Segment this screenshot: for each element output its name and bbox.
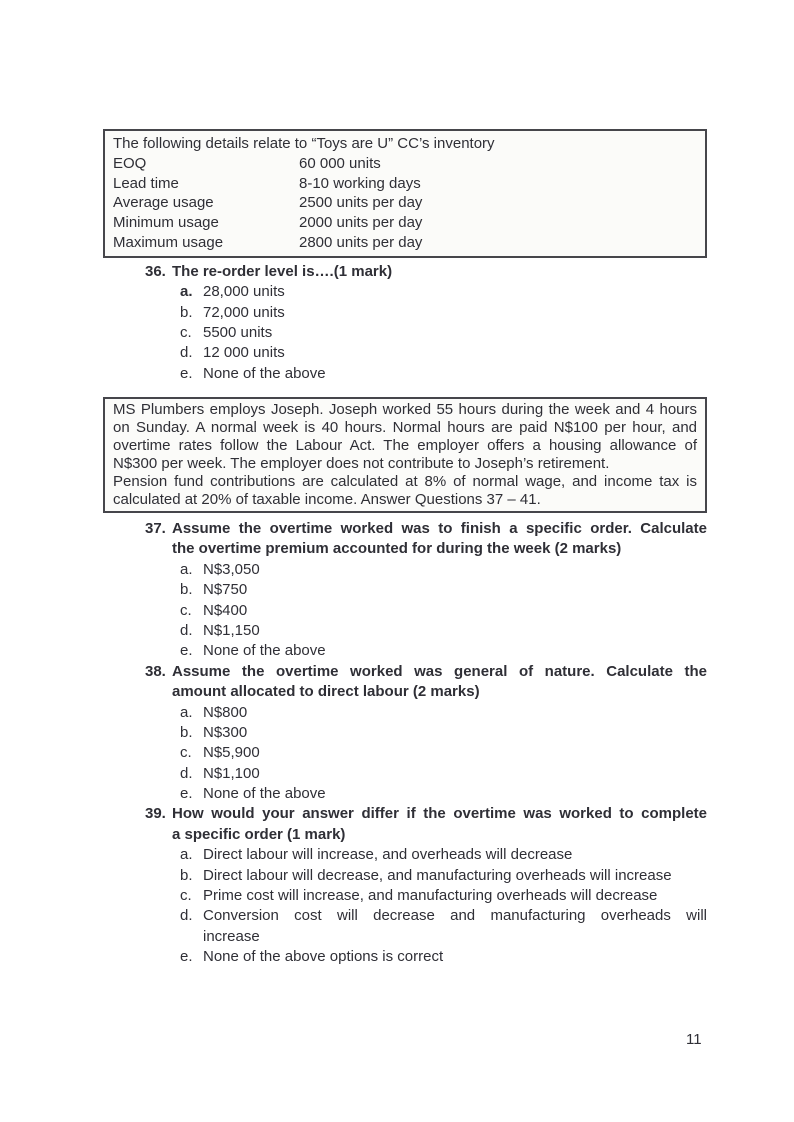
heading-line: a specific order (1 mark) xyxy=(172,825,346,843)
option-c xyxy=(180,601,707,621)
question-text xyxy=(172,662,707,703)
option-d xyxy=(180,764,707,784)
option-text xyxy=(203,906,707,947)
option-letter: b. xyxy=(180,581,193,599)
option-text: N$3,050 xyxy=(203,561,260,579)
option-letter: c. xyxy=(180,323,192,341)
question-38-heading xyxy=(145,662,707,703)
question-37 xyxy=(145,519,707,662)
option-a xyxy=(180,282,707,302)
heading-line: Assume the overtime worked was general of nature. Calculate the xyxy=(172,662,707,680)
question-39-options xyxy=(180,845,707,967)
inventory-value: 2800 units per day xyxy=(299,233,423,251)
inventory-row xyxy=(113,213,697,233)
option-letter: c. xyxy=(180,886,192,904)
question-38-options xyxy=(180,703,707,804)
inventory-row xyxy=(113,174,697,194)
option-letter: c. xyxy=(180,744,192,762)
option-letter: a. xyxy=(180,846,193,864)
question-38 xyxy=(145,662,707,805)
option-letter: e. xyxy=(180,947,193,965)
inventory-row xyxy=(113,233,697,253)
inventory-label: Minimum usage xyxy=(113,214,219,232)
scenario-line: MS Plumbers employs Joseph. Joseph worked 55 hours during the week and 4 hours xyxy=(113,400,697,418)
option-text: N$400 xyxy=(203,601,248,619)
option-b xyxy=(180,580,707,600)
option-text: N$5,900 xyxy=(203,744,260,762)
option-letter: d. xyxy=(180,621,193,639)
option-text: Prime cost will increase, and manufacturing overheads will decrease xyxy=(203,886,658,904)
inventory-label: Lead time xyxy=(113,174,179,192)
option-text: 28,000 units xyxy=(203,283,285,301)
option-text: N$1,100 xyxy=(203,764,260,782)
option-text: 12 000 units xyxy=(203,344,285,362)
option-text: N$800 xyxy=(203,703,248,721)
scenario-line: calculated at 20% of taxable income. Answer Questions 37 – 41. xyxy=(113,490,541,508)
scenario-line: Pension fund contributions are calculated at 8% of normal wage, and income tax is xyxy=(113,472,697,490)
option-d xyxy=(180,343,707,363)
scenario-line: overtime rates follow the Labour Act. The employer offers a housing allowance of xyxy=(113,436,697,454)
option-e xyxy=(180,784,707,804)
option-e xyxy=(180,641,707,661)
question-number: 36. xyxy=(145,262,166,280)
option-b xyxy=(180,303,707,323)
option-e xyxy=(180,947,707,967)
option-letter: d. xyxy=(180,764,193,782)
inventory-box xyxy=(103,129,707,258)
option-text: N$1,150 xyxy=(203,621,260,639)
question-number: 39. xyxy=(145,805,166,823)
option-text: 72,000 units xyxy=(203,303,285,321)
option-d xyxy=(180,906,707,947)
option-letter: a. xyxy=(180,703,193,721)
question-text: The re-order level is….(1 mark) xyxy=(172,262,393,280)
page-number: 11 xyxy=(686,1031,702,1048)
inventory-value: 8-10 working days xyxy=(299,174,421,192)
option-c xyxy=(180,886,707,906)
question-37-heading xyxy=(145,519,707,560)
option-letter: b. xyxy=(180,303,193,321)
question-36-heading xyxy=(145,262,707,283)
option-letter: d. xyxy=(180,344,193,362)
heading-line: How would your answer differ if the overtime was worked to complete xyxy=(172,805,707,823)
option-letter: e. xyxy=(180,784,193,802)
heading-line: the overtime premium accounted for during the week (2 marks) xyxy=(172,540,622,558)
inventory-value: 2500 units per day xyxy=(299,194,423,212)
inventory-row xyxy=(113,154,697,174)
scenario-line: on Sunday. A normal week is 40 hours. Normal hours are paid N$100 per hour, and xyxy=(113,418,697,436)
inventory-box-title: The following details relate to “Toys are U” CC’s inventory xyxy=(113,135,495,152)
inventory-label: Maximum usage xyxy=(113,233,224,251)
option-text: N$300 xyxy=(203,724,248,742)
option-text-line: increase xyxy=(203,927,260,945)
question-36-options xyxy=(180,282,707,383)
inventory-label: Average usage xyxy=(113,194,214,212)
option-text: None of the above options is correct xyxy=(203,947,444,965)
page-content xyxy=(103,129,707,967)
option-letter: c. xyxy=(180,601,192,619)
option-text: N$750 xyxy=(203,581,248,599)
inventory-value: 60 000 units xyxy=(299,154,381,172)
option-c xyxy=(180,323,707,343)
option-text-line: Conversion cost will decrease and manufacturing overheads will xyxy=(203,907,707,925)
option-e xyxy=(180,364,707,384)
scenario-line: N$300 per week. The employer does not contribute to Joseph’s retirement. xyxy=(113,454,610,472)
option-letter: b. xyxy=(180,866,193,884)
option-b xyxy=(180,866,707,886)
question-text xyxy=(172,804,707,845)
heading-line: Assume the overtime worked was to finish a specific order. Calculate xyxy=(172,519,707,537)
option-letter: e. xyxy=(180,642,193,660)
option-a xyxy=(180,703,707,723)
question-39-heading xyxy=(145,804,707,845)
option-a xyxy=(180,845,707,865)
inventory-row xyxy=(113,193,697,213)
scenario-box xyxy=(103,397,707,513)
option-text: None of the above xyxy=(203,364,326,382)
question-36 xyxy=(145,262,707,384)
option-text: Direct labour will increase, and overheads will decrease xyxy=(203,846,573,864)
question-37-options xyxy=(180,560,707,661)
inventory-value: 2000 units per day xyxy=(299,214,423,232)
question-39 xyxy=(145,804,707,967)
option-text: None of the above xyxy=(203,784,326,802)
option-letter: a. xyxy=(180,561,193,579)
inventory-label: EOQ xyxy=(113,154,147,172)
option-d xyxy=(180,621,707,641)
option-c xyxy=(180,743,707,763)
option-letter: a. xyxy=(180,283,193,301)
question-number: 37. xyxy=(145,519,166,537)
option-b xyxy=(180,723,707,743)
option-letter: b. xyxy=(180,724,193,742)
question-number: 38. xyxy=(145,662,166,680)
option-letter: e. xyxy=(180,364,193,382)
heading-line: amount allocated to direct labour (2 marks) xyxy=(172,683,480,701)
option-text: None of the above xyxy=(203,642,326,660)
option-text: 5500 units xyxy=(203,323,273,341)
option-text: Direct labour will decrease, and manufacturing overheads will increase xyxy=(203,866,672,884)
option-letter: d. xyxy=(180,907,193,925)
question-text xyxy=(172,519,707,560)
option-a xyxy=(180,560,707,580)
